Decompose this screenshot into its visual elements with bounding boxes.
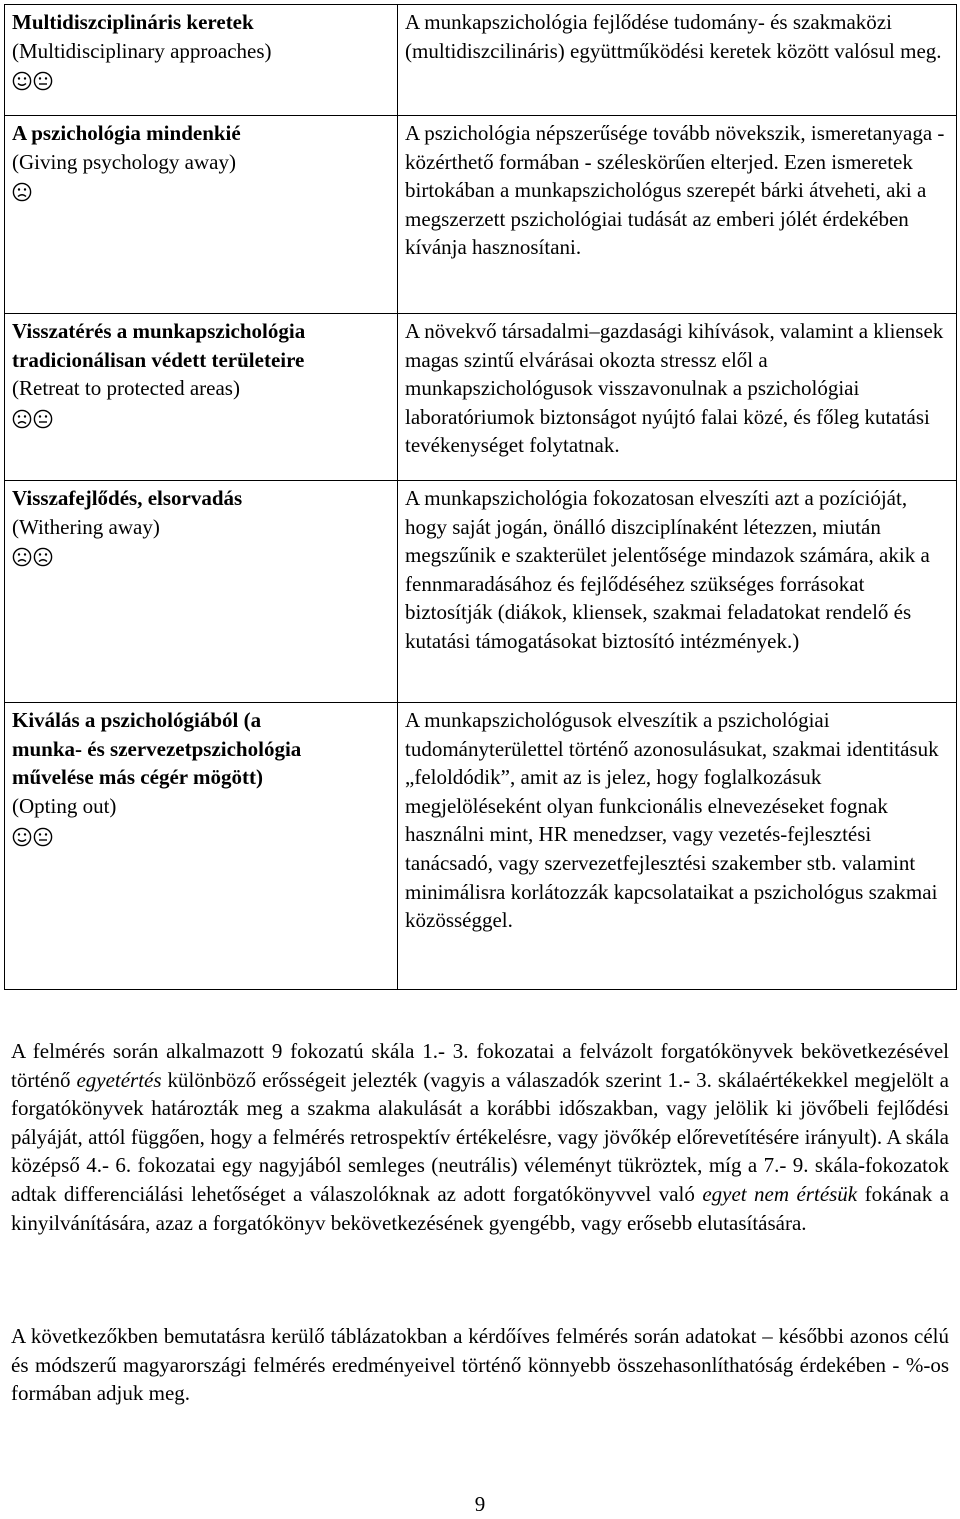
scenario-title-cell bbox=[5, 481, 398, 703]
sad-face-icon bbox=[12, 547, 32, 567]
sad-face-icon bbox=[12, 182, 32, 202]
scenario-title: művelése más cégér mögött) bbox=[12, 765, 263, 790]
scenario-title: Kiválás a pszichológiából (a bbox=[12, 708, 262, 732]
scenario-row bbox=[5, 116, 957, 314]
paragraph-emphasis: egyetértés bbox=[76, 1067, 162, 1092]
scenario-subtitle: (Retreat to protected areas) bbox=[12, 376, 240, 401]
paragraph-text: fokának a kinyilvánítására, azaz a forgatókönyv bekövetkezésének gyengébb, vagy erősebb elutasítására. bbox=[11, 1181, 949, 1235]
scenario-title: Visszatérés a munkapszichológia bbox=[12, 319, 306, 343]
scenario-subtitle: (Opting out) bbox=[12, 793, 117, 818]
scenario-faces bbox=[12, 820, 390, 849]
scenario-faces bbox=[12, 65, 390, 94]
scenario-description: A munkapszichológia fokozatosan elveszíti azt a pozícióját, hogy saját jogán, önálló diszciplínaként létezzen, miután megszűnik e szakterület jelentősége mindazok számára, akik a fennmaradásához és fejlődéséhez szükséges forrásokat biztosítják (diákok, kliensek, szakmai feladatokat rendelő és kutatási támogatásokat biztosító intézmények.) bbox=[405, 486, 930, 653]
scenario-subtitle: (Giving psychology away) bbox=[12, 149, 236, 174]
scenario-title-cell bbox=[5, 314, 398, 481]
scenario-description-cell bbox=[398, 116, 957, 314]
scenario-subtitle: (Multidisciplinary approaches) bbox=[12, 38, 272, 63]
scenario-faces bbox=[12, 176, 390, 205]
scenario-title-cell bbox=[5, 5, 398, 116]
scenario-description-cell bbox=[398, 314, 957, 481]
neutral-face-icon bbox=[33, 827, 53, 847]
happy-face-icon bbox=[12, 827, 32, 847]
scenario-title-cell bbox=[5, 703, 398, 990]
scenario-table bbox=[4, 4, 957, 990]
scenario-title: munka- és szervezetpszichológia bbox=[12, 736, 302, 761]
scenario-title: A pszichológia mindenkié bbox=[12, 121, 241, 145]
page-number: 9 bbox=[474, 1492, 486, 1516]
scenario-row bbox=[5, 314, 957, 481]
scenario-title-cell bbox=[5, 116, 398, 314]
neutral-face-icon bbox=[33, 409, 53, 429]
scenario-row bbox=[5, 5, 957, 116]
sad-face-icon bbox=[33, 547, 53, 567]
sad-face-icon bbox=[12, 409, 32, 429]
happy-face-icon bbox=[12, 71, 32, 91]
scenario-row bbox=[5, 703, 957, 990]
tables-intro-paragraph: A következőkben bemutatásra kerülő táblázatokban a kérdőíves felmérés során adatokat – későbbi azonos célú és módszerű magyarországi felmérés eredményeivel történő könnyebb összehasonlíthatóság érdekében - %-os formában adjuk meg. bbox=[11, 1324, 949, 1406]
scenario-description: A munkapszichológusok elveszítik a pszichológiai tudományterülettel történő azonosulásukat, szakmai identitásuk „feloldódik”, amit az is jelez, hogy foglalkozásuk megjelöléseként olyan funkcionális elnevezéseket fognak használni mint, HR menedzser, vagy vezetés-fejlesztési tanácsadó, vagy szervezetfejlesztési szakember stb. valamint minimálisra korlátozzák kapcsolataikat a pszichológus szakmai közösséggel. bbox=[405, 708, 939, 933]
scenario-description: A növekvő társadalmi–gazdasági kihívások, valamint a kliensek magas szintű elvárásai okozta stressz elől a munkapszichológusok visszavonulnak a pszichológiai laboratóriumok biztonságot nyújtó falai közé, és főleg kutatási tevékenységet folytatnak. bbox=[405, 319, 944, 458]
scenario-title: Multidiszciplináris keretek bbox=[12, 10, 254, 34]
scenario-description: A pszichológia népszerűsége tovább növekszik, ismeretanyaga - közérthető formában - széleskörűen elterjed. Ezen ismeretek birtokában a munkapszichológus szerepét bárki átveheti, aki a megszerzett pszichológiai tudását az emberi jólét érdekében kívánja hasznosítani. bbox=[405, 121, 945, 260]
scale-explanation-paragraph bbox=[11, 1037, 949, 1237]
scenario-faces bbox=[12, 403, 390, 432]
scenario-description-cell bbox=[398, 703, 957, 990]
scenario-title: Visszafejlődés, elsorvadás bbox=[12, 486, 243, 510]
scenario-description: A munkapszichológia fejlődése tudomány- és szakmaközi (multidiszcilináris) együttműködési keretek között valósul meg. bbox=[405, 10, 942, 63]
scenario-subtitle: (Withering away) bbox=[12, 514, 160, 539]
neutral-face-icon bbox=[33, 71, 53, 91]
scenario-description-cell bbox=[398, 5, 957, 116]
scenario-row bbox=[5, 481, 957, 703]
paragraph-text: különböző erősségeit jelezték (vagyis a válaszadók szerint 1.- 3. skálaértékekkel megjelölt a forgatókönyvek határozták meg a szakma alakulását a korábbi időszakban, vagy jelölik ki jövőbeli fejlődési pályáját, attól függően, hogy a felmérés retrospektív értékelésre, vagy jövőkép előrevetítésére irányult). A skála középső 4.- 6. fokozatai egy nagyjából semleges (neutrális) véleményt tükröztek, míg a 7.- 9. skála-fokozatok adtak differenciálási lehetőséget a válaszolóknak az adott forgatókönyvvel való bbox=[11, 1067, 949, 1206]
paragraph-emphasis: egyet nem értésük bbox=[702, 1181, 858, 1206]
scenario-description-cell bbox=[398, 481, 957, 703]
scenario-title: tradicionálisan védett területeire bbox=[12, 347, 305, 372]
scenario-faces bbox=[12, 541, 390, 570]
paragraph-text: A felmérés során alkalmazott 9 fokozatú skála 1.- 3. fokozatai a felvázolt forgatókönyvek bekövetkezésével történő bbox=[11, 1039, 949, 1092]
